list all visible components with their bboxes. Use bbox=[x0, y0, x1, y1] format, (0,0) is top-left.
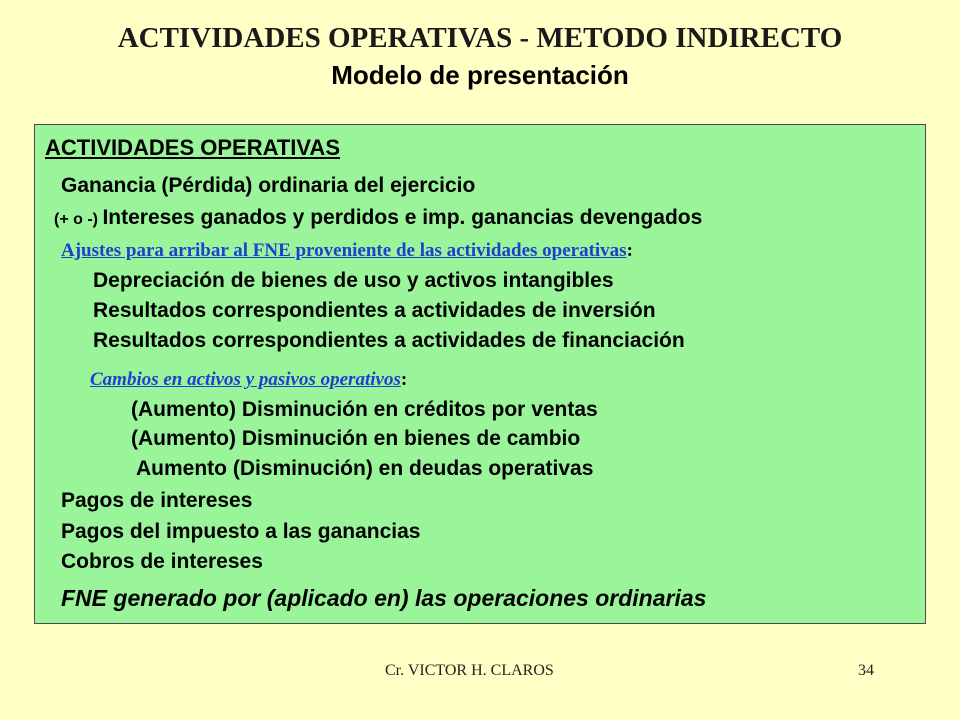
ajustes-line bbox=[61, 237, 633, 264]
sign-prefix: (+ o -) bbox=[54, 211, 103, 228]
ajustes-item: Depreciación de bienes de uso y activos intangibles bbox=[93, 269, 614, 292]
line-ganancia: Ganancia (Pérdida) ordinaria del ejercicio bbox=[61, 174, 476, 197]
line-intereses bbox=[54, 205, 702, 233]
final-line: FNE generado por (aplicado en) las operaciones ordinarias bbox=[61, 585, 707, 611]
footer-author: Cr. VICTOR H. CLAROS bbox=[385, 662, 554, 679]
cambios-line bbox=[90, 366, 407, 393]
cambios-item: (Aumento) Disminución en bienes de cambio bbox=[131, 427, 581, 450]
page-subtitle: Modelo de presentación bbox=[331, 60, 629, 90]
pagos-item: Pagos de intereses bbox=[61, 489, 253, 512]
ajustes-colon: : bbox=[626, 240, 633, 261]
cambios-link[interactable]: Cambios en activos y pasivos operativos bbox=[90, 369, 401, 390]
content-panel bbox=[34, 124, 926, 624]
pagos-item: Cobros de intereses bbox=[61, 550, 263, 573]
page-number: 34 bbox=[858, 662, 874, 679]
cambios-item: Aumento (Disminución) en deudas operativas bbox=[136, 457, 594, 480]
ajustes-item: Resultados correspondientes a actividades de financiación bbox=[93, 329, 685, 352]
cambios-item: (Aumento) Disminución en créditos por ventas bbox=[131, 398, 598, 421]
pagos-item: Pagos del impuesto a las ganancias bbox=[61, 520, 421, 543]
page-title: ACTIVIDADES OPERATIVAS - METODO INDIRECTO bbox=[117, 22, 843, 54]
ajustes-item: Resultados correspondientes a actividades de inversión bbox=[93, 299, 656, 322]
cambios-colon: : bbox=[400, 369, 408, 390]
line-intereses-text: Intereses ganados y perdidos e imp. ganancias devengados bbox=[102, 206, 703, 229]
section-heading: ACTIVIDADES OPERATIVAS bbox=[45, 135, 340, 160]
ajustes-link[interactable]: Ajustes para arribar al FNE proveniente de las actividades operativas bbox=[61, 240, 627, 261]
